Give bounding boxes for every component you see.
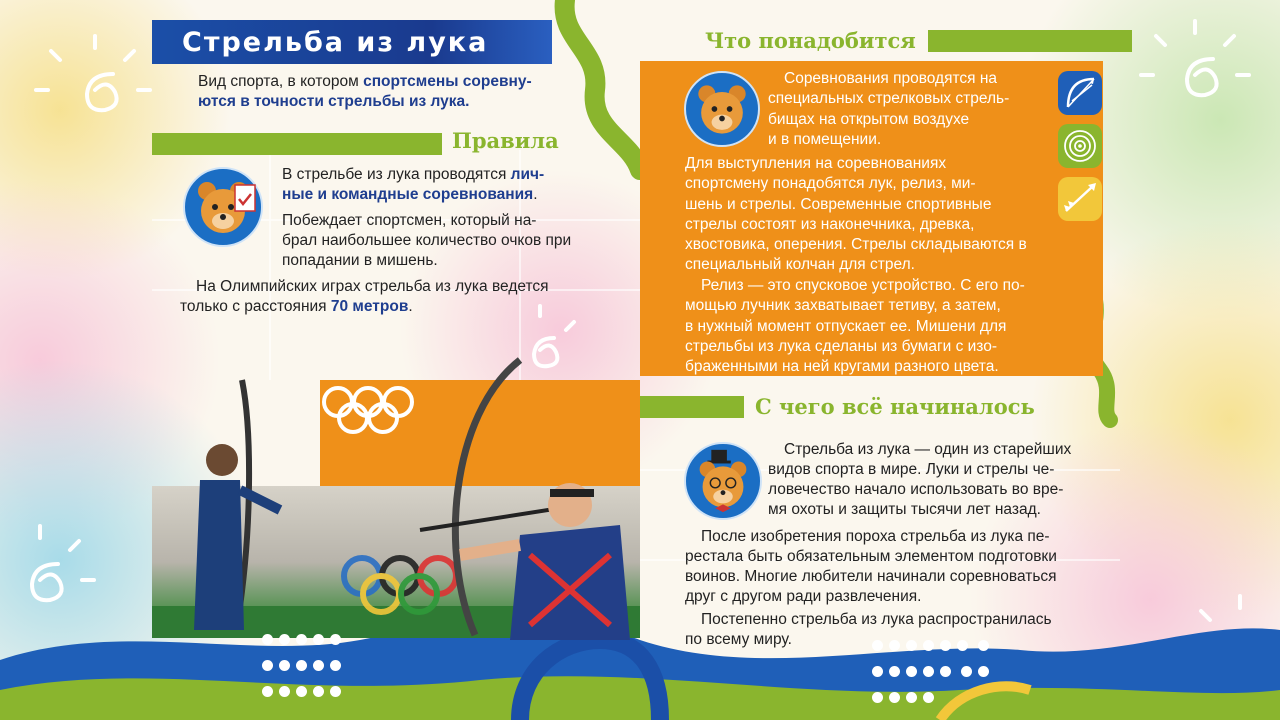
page-title: Стрельба из лука: [152, 20, 552, 64]
arrow-icon: [1058, 177, 1102, 221]
history-heading-bar: [640, 396, 744, 418]
decorative-dots-right: [872, 640, 1012, 718]
rules-p2-line1: Побеждает спортсмен, который на-: [282, 212, 537, 229]
decorative-dots-left: [262, 634, 352, 712]
rules-heading-bar: [152, 133, 442, 155]
target-icon: [1058, 124, 1102, 168]
rules-p1: В стрельбе из лука проводятся лич-: [282, 166, 545, 183]
equipment-heading: Что понадобится: [705, 28, 916, 53]
archer-right-figure: [380, 355, 640, 640]
bear-professor-icon: [684, 442, 762, 520]
equipment-p3: Релиз — это спусковое устройство. С его по- мощью лучник захватывает тетиву, а затем, в нужный момент отпускает ее. Мишени для стрельбы из лука сделаны из бумаги с изо- браженными на ней кругами разного цвета.: [685, 277, 1025, 376]
equipment-p2b: хвостовика, оперения. Стрелы складываются в специальный колчан для стрел.: [685, 236, 1027, 274]
rules-p2-line2: брал наибольшее количество очков при: [282, 232, 572, 249]
equipment-p2: Для выступления на соревнованиях спортсмену понадобятся лук, релиз, ми- шень и стрелы. Современные спортивные стрелы состоят из наконечника, древка,: [685, 155, 992, 233]
history-p2: После изобретения пороха стрельба из лука пе- рестала быть обязательным элементом подготовки воинов. Многие любители начинали соревноваться друг с другом ради развлечения.: [685, 528, 1057, 605]
rules-p2-line3: попадании в мишень.: [282, 252, 438, 269]
bear-mascot-icon-2: [684, 71, 760, 147]
equipment-heading-bar: [928, 30, 1132, 52]
rules-p3-line1: На Олимпийских играх стрельба из лука ведется: [196, 278, 549, 295]
archer-left-figure: [180, 370, 290, 640]
rules-heading: Правила: [452, 128, 559, 153]
intro-highlight-1: спортсмены соревну-: [363, 73, 532, 90]
rules-p3-line2: только с расстояния 70 метров.: [180, 298, 413, 315]
bow-icon: [1058, 71, 1102, 115]
rules-p1-line2: ные и командные соревнования.: [282, 186, 538, 203]
intro-text: [198, 72, 578, 112]
history-p1a: Стрельба из лука — один из старейших видов спорта в мире. Луки и стрелы че- ловечество начало использовать во вре- мя охоты и защиты тысячи лет назад.: [768, 441, 1072, 518]
history-heading: С чего всё начиналось: [755, 394, 1035, 419]
intro-plain: Вид спорта, в котором: [198, 73, 364, 90]
equipment-p1: Соревнования проводятся на специальных стрелковых стрель- бищах на открытом воздухе и в помещении.: [768, 70, 1010, 148]
history-p3: Постепенно стрельба из лука распространилась по всему миру.: [685, 611, 1052, 648]
intro-highlight-2: ются в точности стрельбы из лука.: [198, 93, 470, 110]
bear-mascot-icon: [183, 167, 263, 247]
